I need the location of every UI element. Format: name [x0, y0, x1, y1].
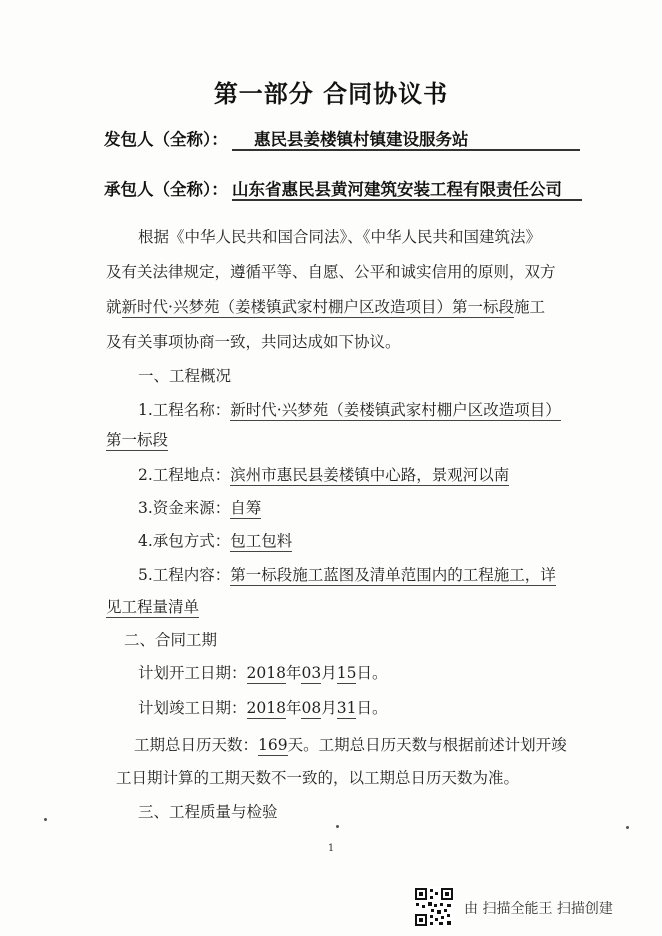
intro-project-name: 新时代·兴梦苑（姜楼镇武家村棚户区改造项目）第一标段 — [121, 298, 514, 316]
scan-speck — [44, 818, 47, 821]
project-content-value: 第一标段施工蓝图及清单范围内的工程施工，详 — [230, 566, 556, 584]
year-char: 年 — [285, 699, 302, 717]
planned-start-label: 计划开工日期： — [138, 664, 247, 682]
contract-mode-label: 4.承包方式： — [138, 532, 231, 550]
planned-start-month: 03 — [301, 664, 322, 682]
section-1-heading: 一、工程概况 — [138, 367, 232, 385]
contract-mode-row — [138, 529, 292, 551]
party-b-label: 承包人（全称）： — [104, 180, 228, 199]
planned-start-day: 15 — [336, 664, 357, 682]
total-days-value: 169 — [258, 736, 288, 754]
project-name-value: 新时代·兴梦苑（姜楼镇武家村棚户区改造项目） — [230, 401, 561, 419]
page-number: 1 — [327, 843, 335, 854]
project-content-cont-value: 见工程量清单 — [106, 598, 200, 616]
project-location-value: 滨州市惠民县姜楼镇中心路，景观河以南 — [230, 466, 510, 484]
project-content-label: 5.工程内容： — [138, 566, 231, 584]
funding-source-value: 自筹 — [230, 499, 262, 517]
total-days-suffix: 天。工期总日历天数与根据前述计划开竣 — [287, 736, 567, 754]
party-a-underline — [232, 149, 580, 151]
qr-code-icon — [414, 887, 454, 927]
project-name-row — [138, 398, 561, 420]
intro-line-1: 根据《中华人民共和国合同法》、《中华人民共和国建筑法》 — [138, 228, 542, 246]
contract-mode-value: 包工包料 — [230, 532, 293, 550]
intro-line-2: 及有关法律规定，遵循平等、自愿、公平和诚实信用的原则，双方 — [106, 263, 556, 281]
month-char: 月 — [321, 664, 337, 682]
project-name-label: 1.工程名称： — [138, 401, 231, 419]
scanner-watermark: 由 扫描全能王 扫描创建 — [464, 901, 613, 917]
party-b-underline — [232, 199, 582, 201]
funding-source-row — [138, 496, 261, 518]
planned-start-year: 2018 — [246, 664, 286, 682]
section-2-heading: 二、合同工期 — [124, 631, 218, 649]
year-char: 年 — [285, 664, 302, 682]
intro-prefix: 就 — [106, 298, 122, 316]
section-3-heading: 三、工程质量与检验 — [138, 803, 278, 821]
party-b-value: 山东省惠民县黄河建筑安装工程有限责任公司 — [232, 180, 562, 199]
project-name-cont-value: 第一标段 — [106, 431, 169, 449]
scan-speck — [336, 825, 339, 828]
total-days-row — [134, 733, 567, 755]
project-location-label: 2.工程地点： — [138, 466, 231, 484]
day-char: 日。 — [356, 664, 388, 682]
scan-speck — [626, 826, 629, 829]
planned-start-row — [138, 661, 387, 683]
project-location-row — [138, 463, 509, 485]
party-a-value: 惠民县姜楼镇村镇建设服务站 — [254, 130, 469, 149]
party-a-label: 发包人（全称）： — [104, 130, 228, 149]
planned-end-month: 08 — [301, 699, 322, 717]
intro-suffix: 施工 — [513, 298, 545, 316]
intro-line-4: 及有关事项协商一致，共同达成如下协议。 — [106, 333, 401, 351]
project-name-cont — [106, 428, 168, 450]
planned-end-day: 31 — [336, 699, 357, 717]
day-char: 日。 — [356, 699, 388, 717]
funding-source-label: 3.资金来源： — [138, 499, 231, 517]
planned-end-row — [138, 696, 387, 718]
intro-line-3 — [106, 295, 545, 317]
planned-end-year: 2018 — [246, 699, 286, 717]
total-days-label: 工期总日历天数： — [134, 736, 259, 754]
total-days-line-2: 工日期计算的工期天数不一致的，以工期总日历天数为准。 — [116, 769, 520, 787]
month-char: 月 — [321, 699, 337, 717]
project-content-cont — [106, 595, 199, 617]
page-title: 第一部分 合同协议书 — [213, 79, 449, 108]
project-content-row — [138, 563, 556, 585]
planned-end-label: 计划竣工日期： — [138, 699, 247, 717]
